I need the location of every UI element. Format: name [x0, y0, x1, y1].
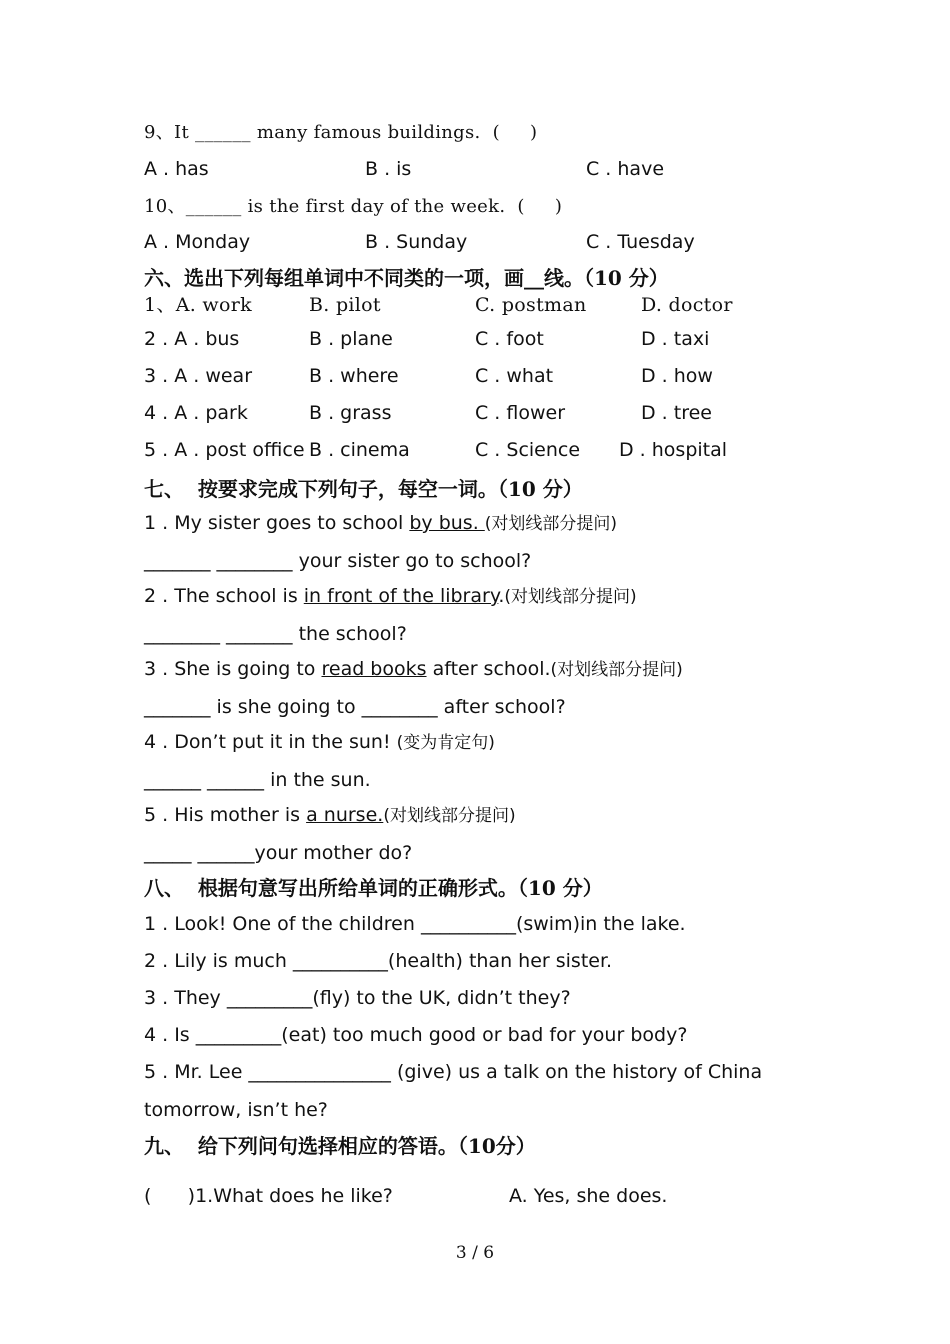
s7-q3-underlined: read books — [321, 658, 427, 680]
s8-line1: 1 . Look! One of the children __________(swim)in the lake. — [144, 913, 686, 935]
q10-option-c: C . Tuesday — [586, 231, 695, 253]
s7-q1-answer: _______ ________ your sister go to school? — [144, 550, 532, 572]
s8-line2: 2 . Lily is much __________(health) than her sister. — [144, 950, 613, 972]
s6-row5-b: B . cinema — [309, 439, 410, 461]
s7-q3-answer: _______ is she going to ________ after school? — [144, 696, 566, 718]
s6-row2-b: B . plane — [309, 328, 393, 350]
s8-line6: tomorrow, isn’t he? — [144, 1099, 328, 1121]
s7-q2-note: (对划线部分提问) — [504, 587, 637, 607]
s6-row5-c: C . Science — [475, 439, 581, 461]
s7-q2-text: 2 . The school is — [144, 585, 304, 607]
s7-q4-note: (变为肯定句) — [396, 733, 495, 753]
s7-q5-note: (对划线部分提问) — [383, 806, 516, 826]
s6-row3-a: 3 . A . wear — [144, 365, 253, 387]
s9-question1: ( )1.What does he like? — [144, 1185, 393, 1207]
s6-row2-a: 2 . A . bus — [144, 328, 240, 350]
s7-q5-text: 5 . His mother is — [144, 804, 307, 826]
page-number: 3 / 6 — [455, 1243, 495, 1263]
s7-q5 — [144, 803, 516, 828]
s7-q2-underlined: in front of the library — [303, 585, 499, 607]
s7-q4-text: 4 . Don’t put it in the sun! — [144, 731, 397, 753]
s7-q1 — [144, 511, 617, 536]
section7-heading: 七、 按要求完成下列句子，每空一词。（10 分） — [144, 477, 583, 501]
s7-q5-answer: _____ ______your mother do? — [144, 842, 413, 864]
s7-q1-underlined: by bus. — [409, 512, 485, 534]
s6-row2-c: C . foot — [475, 328, 544, 350]
s6-row1-b: B. pilot — [309, 294, 381, 316]
s7-q2 — [144, 584, 637, 609]
s9-answer-a: A. Yes, she does. — [509, 1185, 668, 1207]
section8-heading: 八、 根据句意写出所给单词的正确形式。（10 分） — [144, 876, 603, 900]
q9-option-a: A . has — [144, 158, 209, 180]
s7-q2-post: . — [498, 585, 505, 607]
s6-row1-c: C. postman — [475, 294, 587, 316]
s6-row1-d: D. doctor — [641, 294, 733, 316]
s7-q1-note: (对划线部分提问) — [484, 514, 618, 534]
s7-q4-answer: ______ ______ in the sun. — [144, 769, 371, 791]
q9-option-c: C . have — [586, 158, 665, 180]
s8-line4: 4 . Is _________(eat) too much good or bad for your body? — [144, 1024, 688, 1046]
s7-q2-answer: ________ _______ the school? — [144, 623, 407, 645]
s6-row4-d: D . tree — [641, 402, 712, 424]
q10-option-a: A . Monday — [144, 231, 251, 253]
s6-row4-a: 4 . A . park — [144, 402, 248, 424]
s6-row3-c: C . what — [475, 365, 554, 387]
s6-row4-c: C . flower — [475, 402, 566, 424]
s7-q3 — [144, 657, 683, 682]
s6-row2-d: D . taxi — [641, 328, 710, 350]
s6-row3-d: D . how — [641, 365, 713, 387]
s6-row4-b: B . grass — [309, 402, 392, 424]
q10-option-b: B . Sunday — [365, 231, 468, 253]
s7-q1-text: 1 . My sister goes to school — [144, 512, 410, 534]
section9-heading: 九、 给下列问句选择相应的答语。（10分） — [144, 1134, 536, 1158]
s6-row5-d: D . hospital — [619, 439, 728, 461]
s7-q4 — [144, 730, 495, 755]
q9-option-b: B . is — [365, 158, 412, 180]
s8-line5: 5 . Mr. Lee _______________ (give) us a talk on the history of China — [144, 1061, 763, 1083]
s6-row3-b: B . where — [309, 365, 399, 387]
s6-row1-a: 1、A. work — [144, 294, 252, 316]
s8-line3: 3 . They _________(fly) to the UK, didn’t they? — [144, 987, 571, 1009]
section6-heading: 六、选出下列每组单词中不同类的一项，画__线。（10 分） — [144, 266, 669, 290]
s6-row5-a: 5 . A . post office — [144, 439, 305, 461]
s7-q5-underlined: a nurse. — [306, 804, 384, 826]
s7-q3-post: after school. — [426, 658, 551, 680]
q10-text: 10、______ is the first day of the week. ( ) — [144, 196, 563, 217]
s7-q3-text: 3 . She is going to — [144, 658, 322, 680]
q9-text: 9、It ______ many famous buildings. ( ) — [144, 122, 538, 143]
s7-q3-note: (对划线部分提问) — [550, 660, 683, 680]
